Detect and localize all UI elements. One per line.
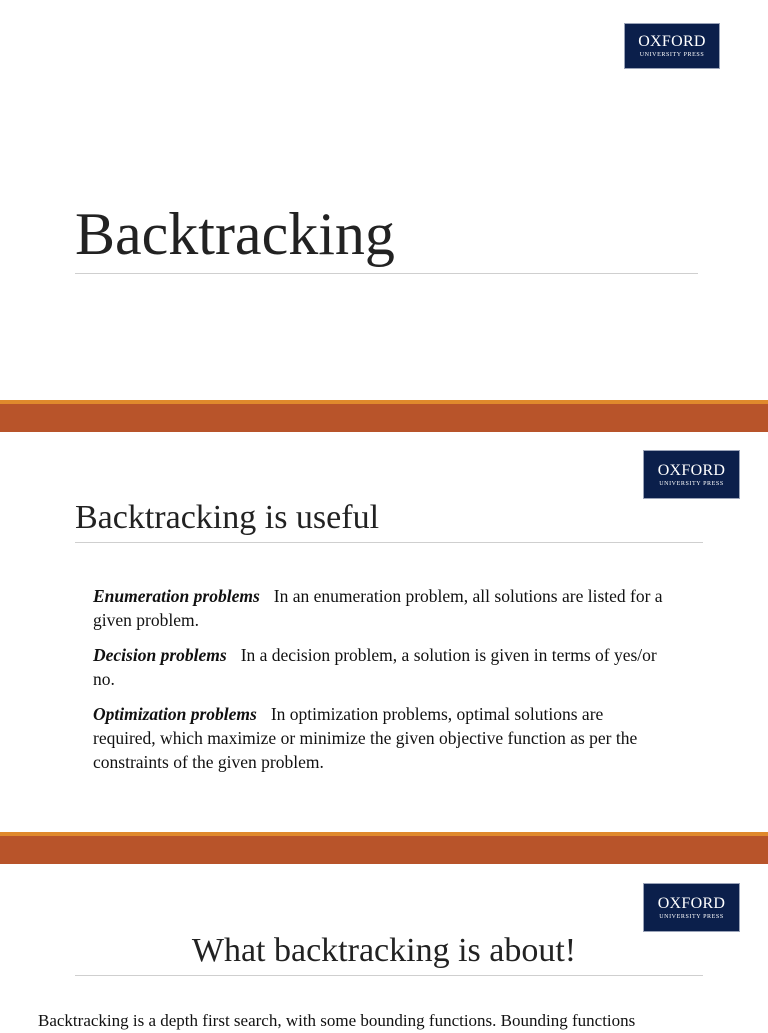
- oxford-logo: [643, 450, 740, 499]
- title-rule: [75, 975, 703, 976]
- definition-item: [93, 584, 668, 632]
- slide-1: [0, 0, 768, 400]
- logo-line2: UNIVERSITY PRESS: [639, 52, 705, 58]
- definition-term: Optimization problems: [93, 704, 257, 724]
- oxford-logo: [643, 883, 740, 932]
- slide-body-text: Backtracking is a depth first search, with some bounding functions. Bounding functions: [38, 1011, 636, 1030]
- title-rule: [75, 273, 698, 274]
- slide-title: What backtracking is about!: [191, 932, 577, 969]
- title-rule: [75, 542, 703, 543]
- logo-line1: OXFORD: [657, 894, 726, 912]
- logo-line1: OXFORD: [657, 461, 726, 479]
- definition-term: Enumeration problems: [93, 586, 260, 606]
- definition-item: [93, 643, 668, 691]
- logo-line2: UNIVERSITY PRESS: [659, 913, 724, 920]
- definition-text: In optimization problems, optimal solutions are required, which maximize or minimize the given objective function as per the constraints of the given problem.: [93, 704, 638, 772]
- slide-divider-band: [0, 832, 768, 864]
- slide-divider-band: [0, 400, 768, 432]
- oxford-logo: [624, 23, 720, 69]
- definition-text: In a decision problem, a solution is given in terms of yes/or no.: [93, 645, 657, 689]
- logo-line1: OXFORD: [638, 33, 706, 50]
- definition-term: Decision problems: [93, 645, 227, 665]
- definition-text: In an enumeration problem, all solutions are listed for a given problem.: [93, 586, 663, 630]
- logo-line2: UNIVERSITY PRESS: [659, 480, 724, 487]
- slide-title: Backtracking: [75, 201, 395, 267]
- definition-item: [93, 702, 668, 774]
- slide-title: Backtracking is useful: [75, 499, 380, 536]
